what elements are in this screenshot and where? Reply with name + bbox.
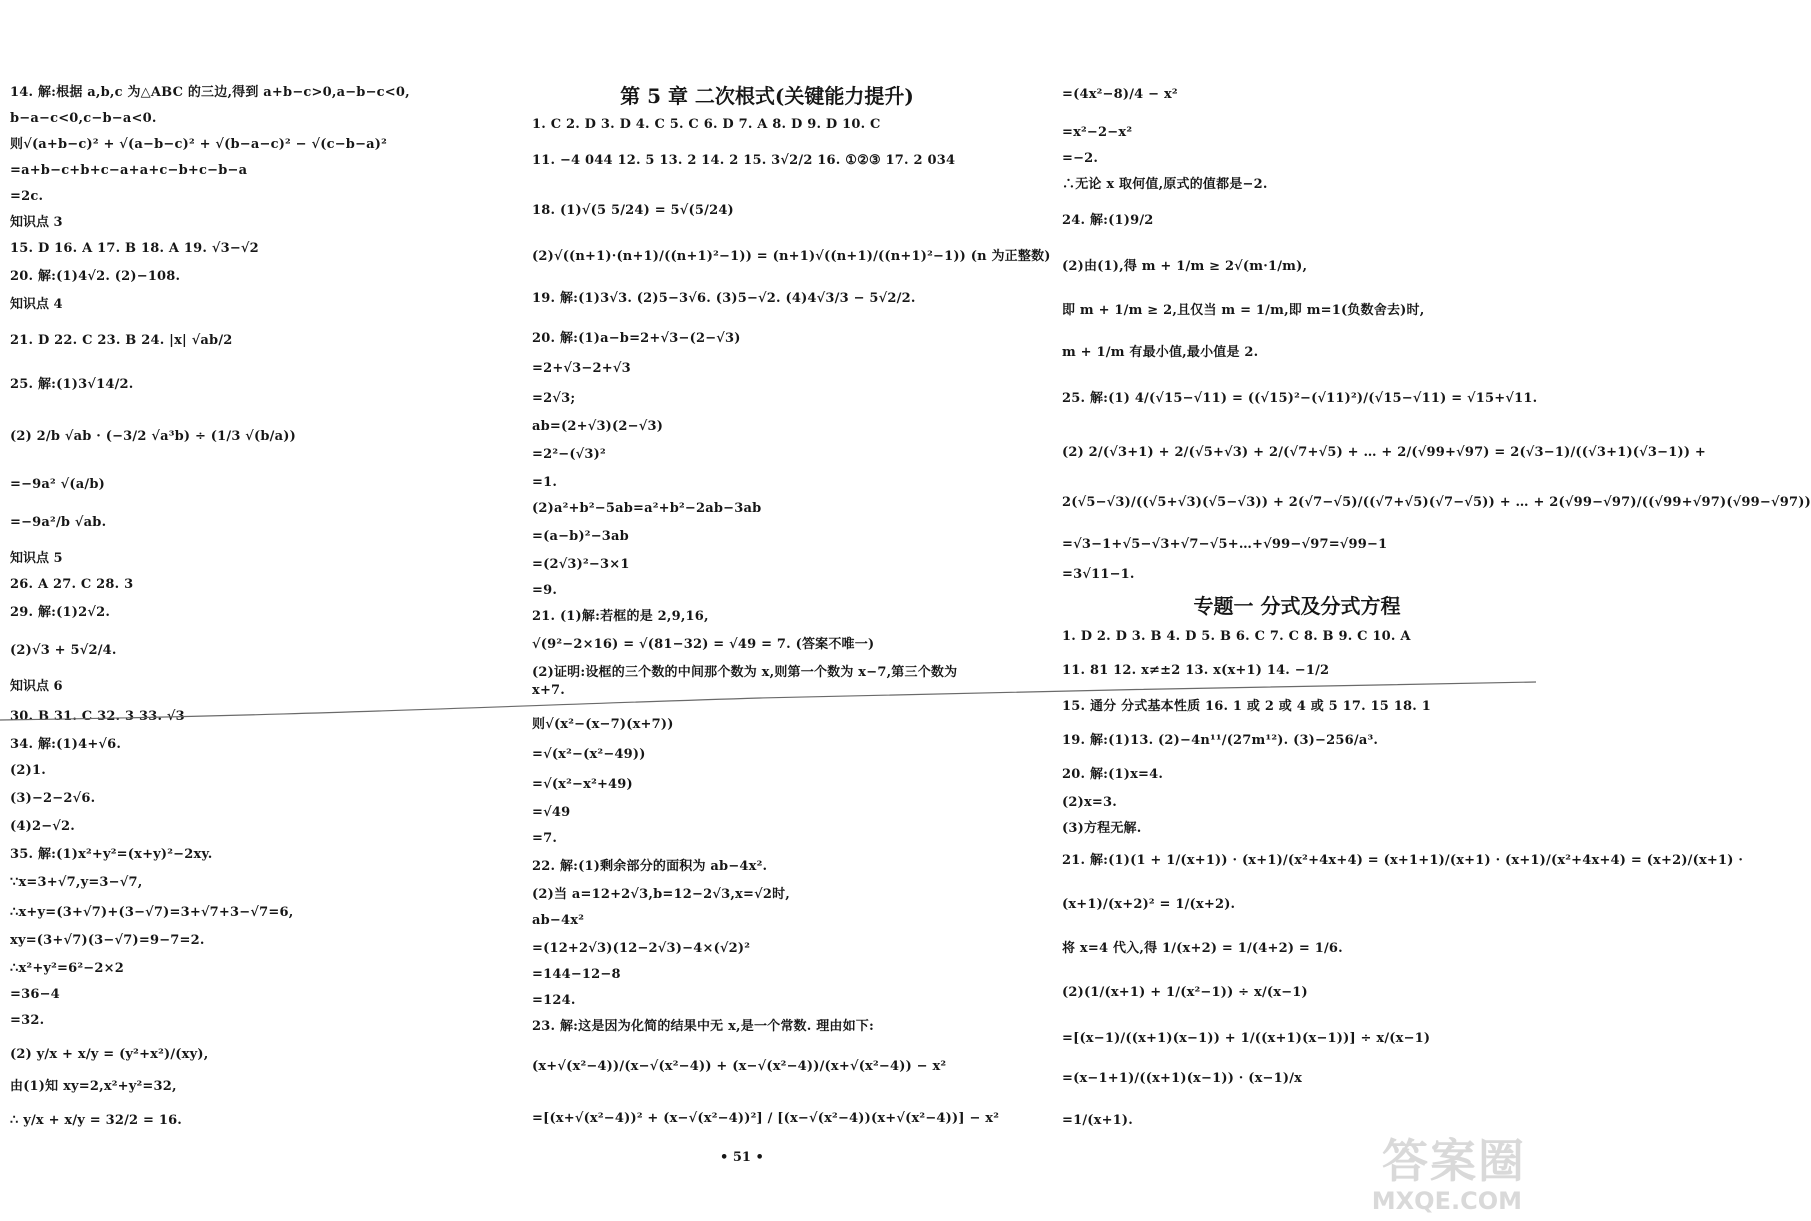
text-line: (2)当 a=12+2√3,b=12−2√3,x=√2时, [532,887,791,902]
text-line: 25. 解:(1) 4/(√15−√11) = ((√15)²−(√11)²)/(√15−√11) = √15+√11. [1062,391,1538,406]
topic-heading: 专题一 分式及分式方程 [1193,594,1401,618]
text-line: 35. 解:(1)x²+y²=(x+y)²−2xy. [10,847,213,862]
text-line: =3√11−1. [1062,567,1135,582]
section-heading: 知识点 3 [10,215,63,230]
text-line: 20. 解:(1)4√2. (2)−108. [10,269,181,284]
answer-line: 1. D 2. D 3. B 4. D 5. B 6. C 7. C 8. B 9. C 10. A [1062,629,1411,644]
text-line: =√49 [532,805,571,820]
text-line: (3)方程无解. [1062,821,1142,836]
text-line: 21. 解:(1)(1 + 1/(x+1)) · (x+1)/(x²+4x+4) = (x+1+1)/(x+1) · (x+1)/(x²+4x+4) = (x+2)/(x+1) · [1062,853,1744,868]
text-line: √(9²−2×16) = √(81−32) = √49 = 7. (答案不唯一) [532,637,875,652]
text-line: =(12+2√3)(12−2√3)−4×(√2)² [532,941,751,956]
text-line: =[(x−1)/((x+1)(x−1)) + 1/((x+1)(x−1))] ÷ x/(x−1) [1062,1031,1431,1046]
text-line: =124. [532,993,576,1008]
text-line: (x+√(x²−4))/(x−√(x²−4)) + (x−√(x²−4))/(x+√(x²−4)) − x² [532,1059,947,1074]
text-line: =1/(x+1). [1062,1113,1134,1128]
text-line: ∴无论 x 取何值,原式的值都是−2. [1062,177,1268,192]
chapter-heading: 第 5 章 二次根式(关键能力提升) [620,84,914,108]
text-line: 则√(a+b−c)² + √(a−b−c)² + √(b−a−c)² − √(c−b−a)² [10,137,388,152]
text-line: (2) y/x + x/y = (y²+x²)/(xy), [10,1047,209,1062]
text-line: 20. 解:(1)x=4. [1062,767,1164,782]
text-line: =36−4 [10,987,60,1002]
text-line: 21. (1)解:若框的是 2,9,16, [532,609,709,624]
text-line: 18. (1)√(5 5/24) = 5√(5/24) [532,203,734,218]
text-line: 则√(x²−(x−7)(x+7)) [532,717,674,732]
text-line: ∵x=3+√7,y=3−√7, [10,875,143,890]
text-line: =−9a²/b √ab. [10,515,107,530]
text-line: (2)√3 + 5√2/4. [10,643,117,658]
text-line: 14. 解:根据 a,b,c 为△ABC 的三边,得到 a+b−c>0,a−b−c<0, [10,85,410,100]
answer-line: 11. 81 12. x≠±2 13. x(x+1) 14. −1/2 [1062,663,1330,678]
text-line: =7. [532,831,558,846]
section-heading: 知识点 6 [10,679,63,694]
text-line: 22. 解:(1)剩余部分的面积为 ab−4x². [532,859,768,874]
page-fold-line [0,680,1536,730]
text-line: 29. 解:(1)2√2. [10,605,111,620]
text-line: =x²−2−x² [1062,125,1133,140]
page-number: • 51 • [720,1150,764,1165]
text-line: 将 x=4 代入,得 1/(x+2) = 1/(4+2) = 1/6. [1062,941,1343,956]
answer-line: 1. C 2. D 3. D 4. C 5. C 6. D 7. A 8. D 9. D 10. C [532,117,881,132]
watermark-logo: 答案圈 [1382,1134,1526,1188]
answer-line: 11. −4 044 12. 5 13. 2 14. 2 15. 3√2/2 16. ①②③ 17. 2 034 [532,153,956,168]
text-line: (3)−2−2√6. [10,791,96,806]
answer-line: 15. 通分 分式基本性质 16. 1 或 2 或 4 或 5 17. 15 18. 1 [1062,699,1431,714]
text-line: (2)证明:设框的三个数的中间那个数为 x,则第一个数为 x−7,第三个数为 x+7. [532,665,958,698]
text-line: =[(x+√(x²−4))² + (x−√(x²−4))²] / [(x−√(x²−4))(x+√(x²−4))] − x² [532,1111,1000,1126]
text-line: (2)√((n+1)·(n+1)/((n+1)²−1)) = (n+1)√((n+1)/((n+1)²−1)) (n 为正整数) [532,249,1051,264]
text-line: 由(1)知 xy=2,x²+y²=32, [10,1079,177,1094]
text-line: =(x−1+1)/((x+1)(x−1)) · (x−1)/x [1062,1071,1303,1086]
text-line: =(4x²−8)/4 − x² [1062,87,1178,102]
text-line: (4)2−√2. [10,819,76,834]
text-line: ab−4x² [532,913,585,928]
text-line: (2) 2/b √ab · (−3/2 √a³b) ÷ (1/3 √(b/a)) [10,429,296,444]
watermark-url: MXQE.COM [1371,1187,1522,1215]
text-line: =2√3; [532,391,576,406]
text-line: (2)1. [10,763,46,778]
text-line: 23. 解:这是因为化简的结果中无 x,是一个常数. 理由如下: [532,1019,874,1034]
text-line: (x+1)/(x+2)² = 1/(x+2). [1062,897,1236,912]
text-line: (2)x=3. [1062,795,1117,810]
text-line: =√(x²−(x²−49)) [532,747,646,762]
text-line: m + 1/m 有最小值,最小值是 2. [1062,345,1259,360]
text-line: ab=(2+√3)(2−√3) [532,419,664,434]
text-line: ∴x+y=(3+√7)+(3−√7)=3+√7+3−√7=6, [10,905,294,920]
text-line: ∴x²+y²=6²−2×2 [10,961,124,976]
text-line: =1. [532,475,558,490]
answer-line: 15. D 16. A 17. B 18. A 19. √3−√2 [10,241,259,256]
text-line: =(2√3)²−3×1 [532,557,630,572]
text-line: =2²−(√3)² [532,447,606,462]
text-line: =−2. [1062,151,1099,166]
text-line: 19. 解:(1)3√3. (2)5−3√6. (3)5−√2. (4)4√3/3 − 5√2/2. [532,291,916,306]
text-line: 20. 解:(1)a−b=2+√3−(2−√3) [532,331,741,346]
text-line: =(a−b)²−3ab [532,529,629,544]
answer-line: 21. D 22. C 23. B 24. |x| √ab/2 [10,333,233,348]
section-heading: 知识点 5 [10,551,63,566]
text-line: 2(√5−√3)/((√5+√3)(√5−√3)) + 2(√7−√5)/((√7+√5)(√7−√5)) + … + 2(√99−√97)/((√99+√97)(√99−√97)) [1062,495,1811,510]
text-line: (2)由(1),得 m + 1/m ≥ 2√(m·1/m), [1062,259,1308,274]
text-line: =2c. [10,189,44,204]
answer-line: 26. A 27. C 28. 3 [10,577,134,592]
text-line: (2) 2/(√3+1) + 2/(√5+√3) + 2/(√7+√5) + … + 2/(√99+√97) = 2(√3−1)/((√3+1)(√3−1)) + [1062,445,1707,460]
text-line: 即 m + 1/m ≥ 2,且仅当 m = 1/m,即 m=1(负数舍去)时, [1062,303,1425,318]
text-line: 25. 解:(1)3√14/2. [10,377,134,392]
text-line: 19. 解:(1)13. (2)−4n¹¹/(27m¹²). (3)−256/a³. [1062,733,1379,748]
text-line: =9. [532,583,558,598]
text-line: =2+√3−2+√3 [532,361,631,376]
text-line: 24. 解:(1)9/2 [1062,213,1154,228]
text-line: 34. 解:(1)4+√6. [10,737,122,752]
text-line: =32. [10,1013,45,1028]
text-line: xy=(3+√7)(3−√7)=9−7=2. [10,933,205,948]
text-line: =√(x²−x²+49) [532,777,633,792]
answer-line: 30. B 31. C 32. 3 33. √3 [10,709,185,724]
text-line: =a+b−c+b+c−a+a+c−b+c−b−a [10,163,248,178]
text-line: =144−12−8 [532,967,621,982]
text-line: =√3−1+√5−√3+√7−√5+…+√99−√97=√99−1 [1062,537,1388,552]
text-line: =−9a² √(a/b) [10,477,105,492]
text-line: (2)(1/(x+1) + 1/(x²−1)) ÷ x/(x−1) [1062,985,1308,1000]
text-line: ∴ y/x + x/y = 32/2 = 16. [10,1113,183,1128]
text-line: (2)a²+b²−5ab=a²+b²−2ab−3ab [532,501,762,516]
text-line: b−a−c<0,c−b−a<0. [10,111,157,126]
section-heading: 知识点 4 [10,297,63,312]
